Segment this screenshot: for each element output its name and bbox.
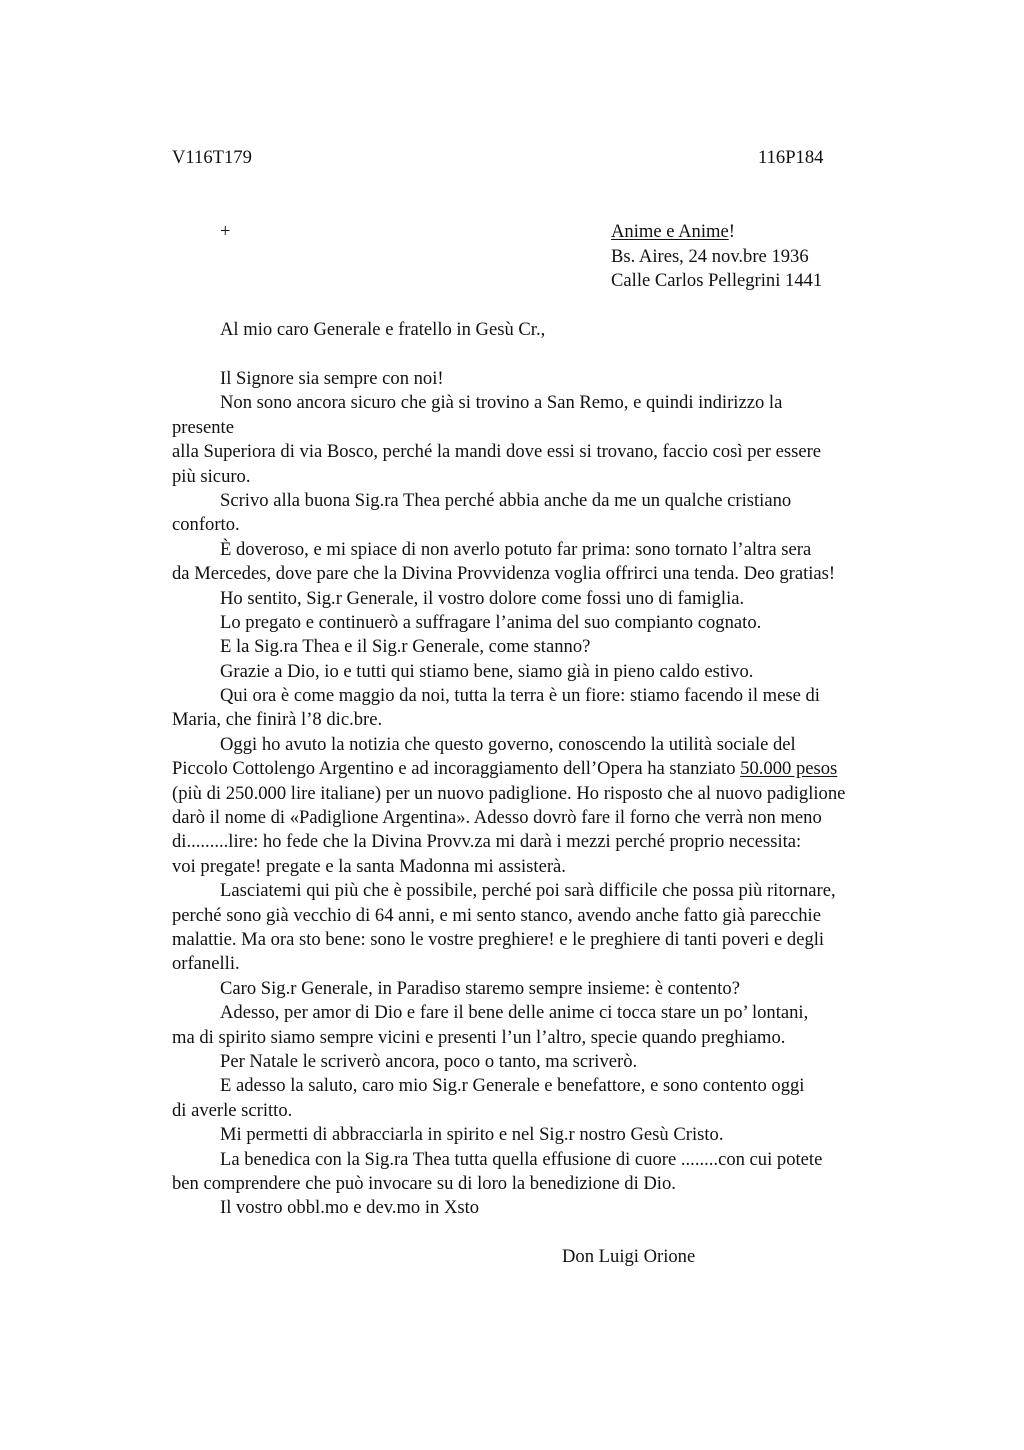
- body-line: Ho sentito, Sig.r Generale, il vostro dolore come fossi uno di famiglia.: [220, 587, 745, 609]
- body-line: Mi permetti di abbracciarla in spirito e nel Sig.r nostro Gesù Cristo.: [220, 1124, 724, 1146]
- body-line: perché sono già vecchio di 64 anni, e mi sento stanco, avendo anche fatto già parecchie: [172, 904, 821, 926]
- archive-code-right: 116P184: [758, 147, 824, 168]
- body-line: Oggi ho avuto la notizia che questo governo, conoscendo la utilità sociale del: [220, 733, 796, 755]
- body-line: conforto.: [172, 514, 240, 536]
- body-line: Per Natale le scriverò ancora, poco o tanto, ma scriverò.: [220, 1050, 638, 1072]
- cross-mark: +: [220, 221, 231, 242]
- body-line: presente: [172, 416, 234, 438]
- motto-tail: !: [728, 221, 735, 242]
- body-line: darò il nome di «Padiglione Argentina». Adesso dovrò fare il forno che verrà non meno: [172, 807, 822, 829]
- body-line: Qui ora è come maggio da noi, tutta la terra è un fiore: stiamo facendo il mese di: [220, 685, 820, 707]
- body-line-text: Piccolo Cottolengo Argentino e ad incoraggiamento dell’Opera ha stanziato: [172, 758, 741, 780]
- body-line: alla Superiora di via Bosco, perché la mandi dove essi si trovano, faccio così per essere: [172, 441, 822, 463]
- body-line: voi pregate! pregate e la santa Madonna mi assisterà.: [172, 855, 566, 877]
- body-line: E la Sig.ra Thea e il Sig.r Generale, come stanno?: [220, 636, 591, 658]
- body-line: [172, 757, 912, 781]
- body-line: Maria, che finirà l’8 dic.bre.: [172, 709, 383, 731]
- salutation: Al mio caro Generale e fratello in Gesù Cr.,: [220, 319, 546, 340]
- body-line: Lo pregato e continuerò a suffragare l’anima del suo compianto cognato.: [220, 611, 762, 633]
- body-line: Scrivo alla buona Sig.ra Thea perché abbia anche da me un qualche cristiano: [220, 489, 792, 511]
- motto-line: [611, 220, 822, 245]
- letter-date: Bs. Aires, 24 nov.bre 1936: [611, 245, 809, 267]
- body-line: Grazie a Dio, io e tutti qui stiamo bene, siamo già in pieno caldo estivo.: [220, 660, 754, 682]
- body-line: malattie. Ma ora sto bene: sono le vostre preghiere! e le preghiere di tanti poveri e degli: [172, 928, 825, 950]
- body-line: di.........lire: ho fede che la Divina Provv.za mi darà i mezzi perché proprio necessita:: [172, 831, 802, 853]
- body-line: Lasciatemi qui più che è possibile, perché poi sarà difficile che possa più ritornare,: [220, 880, 836, 902]
- body-line: La benedica con la Sig.ra Thea tutta quella effusione di cuore ........con cui potete: [220, 1148, 823, 1170]
- motto-underlined: Anime e Anime: [611, 221, 729, 242]
- body-line: da Mercedes, dove pare che la Divina Provvidenza voglia offrirci una tenda. Deo gratias!: [172, 563, 836, 585]
- archive-code-left: V116T179: [172, 147, 252, 168]
- body-line: Il vostro obbl.mo e dev.mo in Xsto: [220, 1197, 480, 1219]
- body-line: ben comprendere che può invocare su di loro la benedizione di Dio.: [172, 1172, 676, 1194]
- body-line: più sicuro.: [172, 465, 251, 487]
- signature: Don Luigi Orione: [562, 1246, 696, 1267]
- body-line: orfanelli.: [172, 953, 240, 975]
- amount-underlined: 50.000 pesos: [740, 758, 838, 780]
- letter-address: Calle Carlos Pellegrini 1441: [611, 270, 823, 291]
- body-line: Non sono ancora sicuro che già si trovino a San Remo, e quindi indirizzo la: [220, 392, 783, 414]
- body-line: Il Signore sia sempre con noi!: [220, 368, 444, 389]
- body-line: Caro Sig.r Generale, in Paradiso staremo sempre insieme: è contento?: [220, 977, 740, 999]
- letter-body: [172, 367, 912, 1221]
- body-line: di averle scritto.: [172, 1099, 293, 1121]
- letter-heading: [611, 220, 822, 294]
- body-line: ma di spirito siamo sempre vicini e presenti l’un l’altro, specie quando preghiamo.: [172, 1026, 786, 1048]
- body-line: Adesso, per amor di Dio e fare il bene delle anime ci tocca stare un po’ lontani,: [220, 1002, 809, 1024]
- body-line: È doveroso, e mi spiace di non averlo potuto far prima: sono tornato l’altra sera: [220, 538, 812, 560]
- body-line: (più di 250.000 lire italiane) per un nuovo padiglione. Ho risposto che al nuovo padiglione: [172, 782, 846, 804]
- body-line: E adesso la saluto, caro mio Sig.r Generale e benefattore, e sono contento oggi: [220, 1075, 805, 1097]
